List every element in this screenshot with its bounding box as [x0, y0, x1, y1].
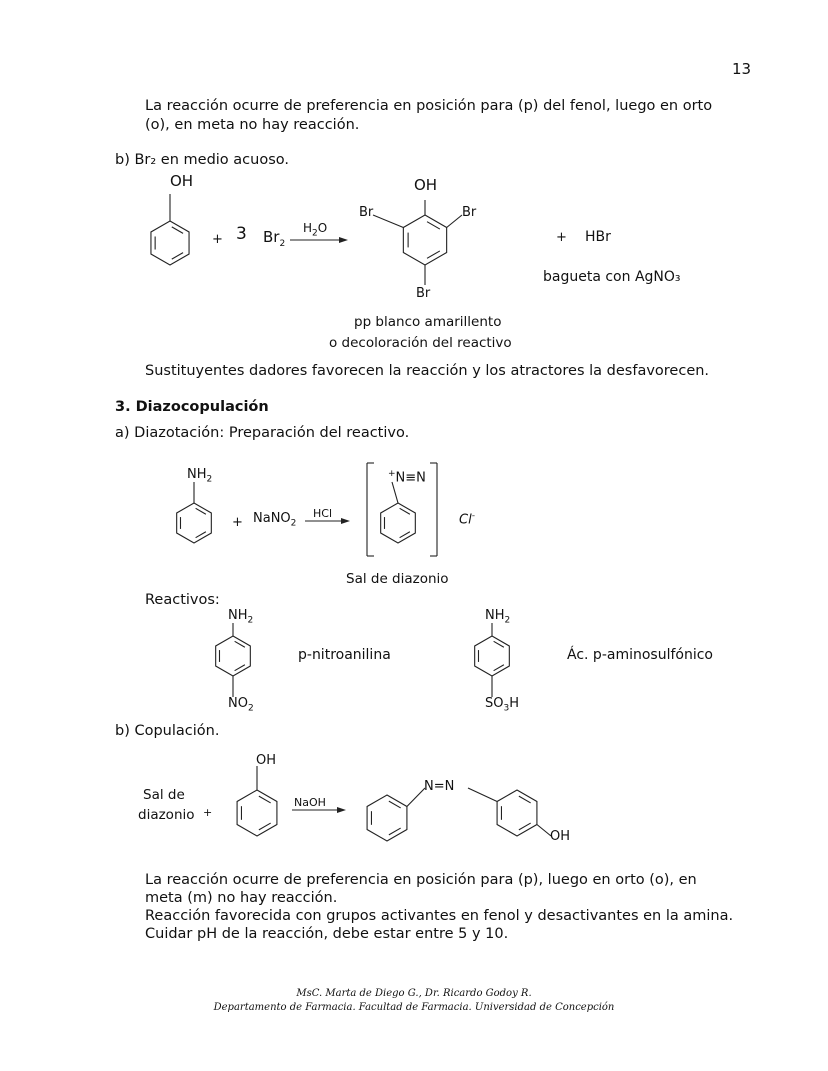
- p-nitroaniline-no2: $NO_2$: [228, 696, 254, 714]
- footer-department: Departamento de Farmacia. Facultad de Farmacia. Universidad de Concepción: [213, 1002, 615, 1013]
- sulfanilic-name: Ác. p-aminosulfónico: [567, 647, 713, 663]
- c-oh-bond: [537, 825, 551, 837]
- coefficient: 3: [236, 224, 247, 244]
- product-oh-label: OH: [414, 176, 438, 194]
- azo-ring-1: [367, 795, 407, 841]
- coupling-arrow-head: [337, 807, 346, 813]
- solvent-label: $H_2O$: [303, 221, 328, 239]
- footer-authors: MsC. Marta de Diego G., Dr. Ricardo Godoy R.: [296, 988, 532, 999]
- c-n-bond: [407, 788, 425, 807]
- plus-sign: +: [212, 232, 223, 247]
- section-b1-heading: b) Br₂ en medio acuoso.: [115, 152, 289, 168]
- precipitate-note: pp blanco amarillento: [354, 314, 502, 330]
- p-nitroaniline-nh2: $NH_2$: [228, 608, 254, 626]
- substituent-summary: Sustituyentes dadores favorecen la reacción y los atractores la desfavorecen.: [145, 363, 710, 379]
- c-br-bond: [373, 215, 403, 228]
- aniline-ring: [177, 503, 212, 543]
- note-line-1: La reacción ocurre de preferencia en posición para (p), luego en orto (o), en: [145, 872, 697, 888]
- diazonium-caption: Sal de diazonio: [346, 571, 449, 587]
- br-left-label: Br: [359, 205, 374, 220]
- p-nitroaniline-name: p-nitroanilina: [298, 647, 391, 663]
- br-bottom-label: Br: [416, 286, 431, 301]
- br-right-label: Br: [462, 205, 477, 220]
- diazotization-heading: a) Diazotación: Preparación del reactivo.: [115, 425, 410, 441]
- naoh-label: NaOH: [294, 796, 326, 809]
- note-line-3: Reacción favorecida con grupos activantes en fenol y desactivantes en la amina.: [145, 908, 734, 924]
- note-line-4: Cuidar pH de la reacción, debe estar entre 5 y 10.: [145, 926, 509, 942]
- section-3-title: 3. Diazocopulación: [115, 399, 269, 415]
- reactivos-label: Reactivos:: [145, 592, 220, 608]
- azo-ring-2: [497, 790, 537, 836]
- plus-sign-2: +: [556, 230, 567, 245]
- diazonium-ring: [381, 503, 416, 543]
- azo-group: N=N: [424, 779, 455, 794]
- sulfanilic-nh2: $NH_2$: [485, 608, 511, 626]
- chloride-ion: Cl-: [459, 511, 475, 528]
- intro-line-1: La reacción ocurre de preferencia en posición para (p) del fenol, luego en orto: [145, 98, 713, 114]
- sulfanilic-so3h: $SO_3H$: [485, 696, 519, 714]
- nano2-reagent: NaNO$_2$: [253, 511, 297, 529]
- p-nitroaniline-ring: [216, 636, 251, 676]
- intro-line-2: (o), en meta no hay reacción.: [145, 117, 360, 133]
- diazonium-salt-line1: Sal de: [143, 787, 185, 803]
- note-line-2: meta (m) no hay reacción.: [145, 890, 338, 906]
- reaction-arrow-head: [339, 237, 348, 243]
- coupling-heading: b) Copulación.: [115, 723, 220, 739]
- plus-sign-3: +: [232, 515, 243, 530]
- aniline-nh2: $NH_2$: [187, 467, 213, 485]
- hcl-label: HCl: [313, 507, 333, 520]
- azo-product-oh: OH: [550, 829, 571, 844]
- diazonium-group: +N≡N: [388, 469, 426, 486]
- sulfanilic-acid-ring: [475, 636, 510, 676]
- coupling-phenol-oh: OH: [256, 753, 277, 768]
- diazonium-salt-line2: diazonio: [138, 807, 195, 823]
- agno3-test: bagueta con AgNO₃: [543, 269, 681, 285]
- diazotization-arrow-head: [341, 518, 350, 524]
- c-br-bond: [447, 215, 462, 228]
- c-n-bond: [468, 788, 497, 802]
- phenol-oh-label: OH: [170, 172, 194, 190]
- coupling-phenol-ring: [237, 790, 277, 836]
- page-number: 13: [732, 60, 752, 78]
- decoloration-note: o decoloración del reactivo: [329, 335, 512, 351]
- tribromophenol-ring: [403, 215, 446, 265]
- plus-sign-4: +: [203, 806, 213, 819]
- phenol-ring: [151, 221, 189, 265]
- bromine-reagent: $Br_2$: [263, 228, 286, 249]
- hbr-label: HBr: [585, 229, 611, 245]
